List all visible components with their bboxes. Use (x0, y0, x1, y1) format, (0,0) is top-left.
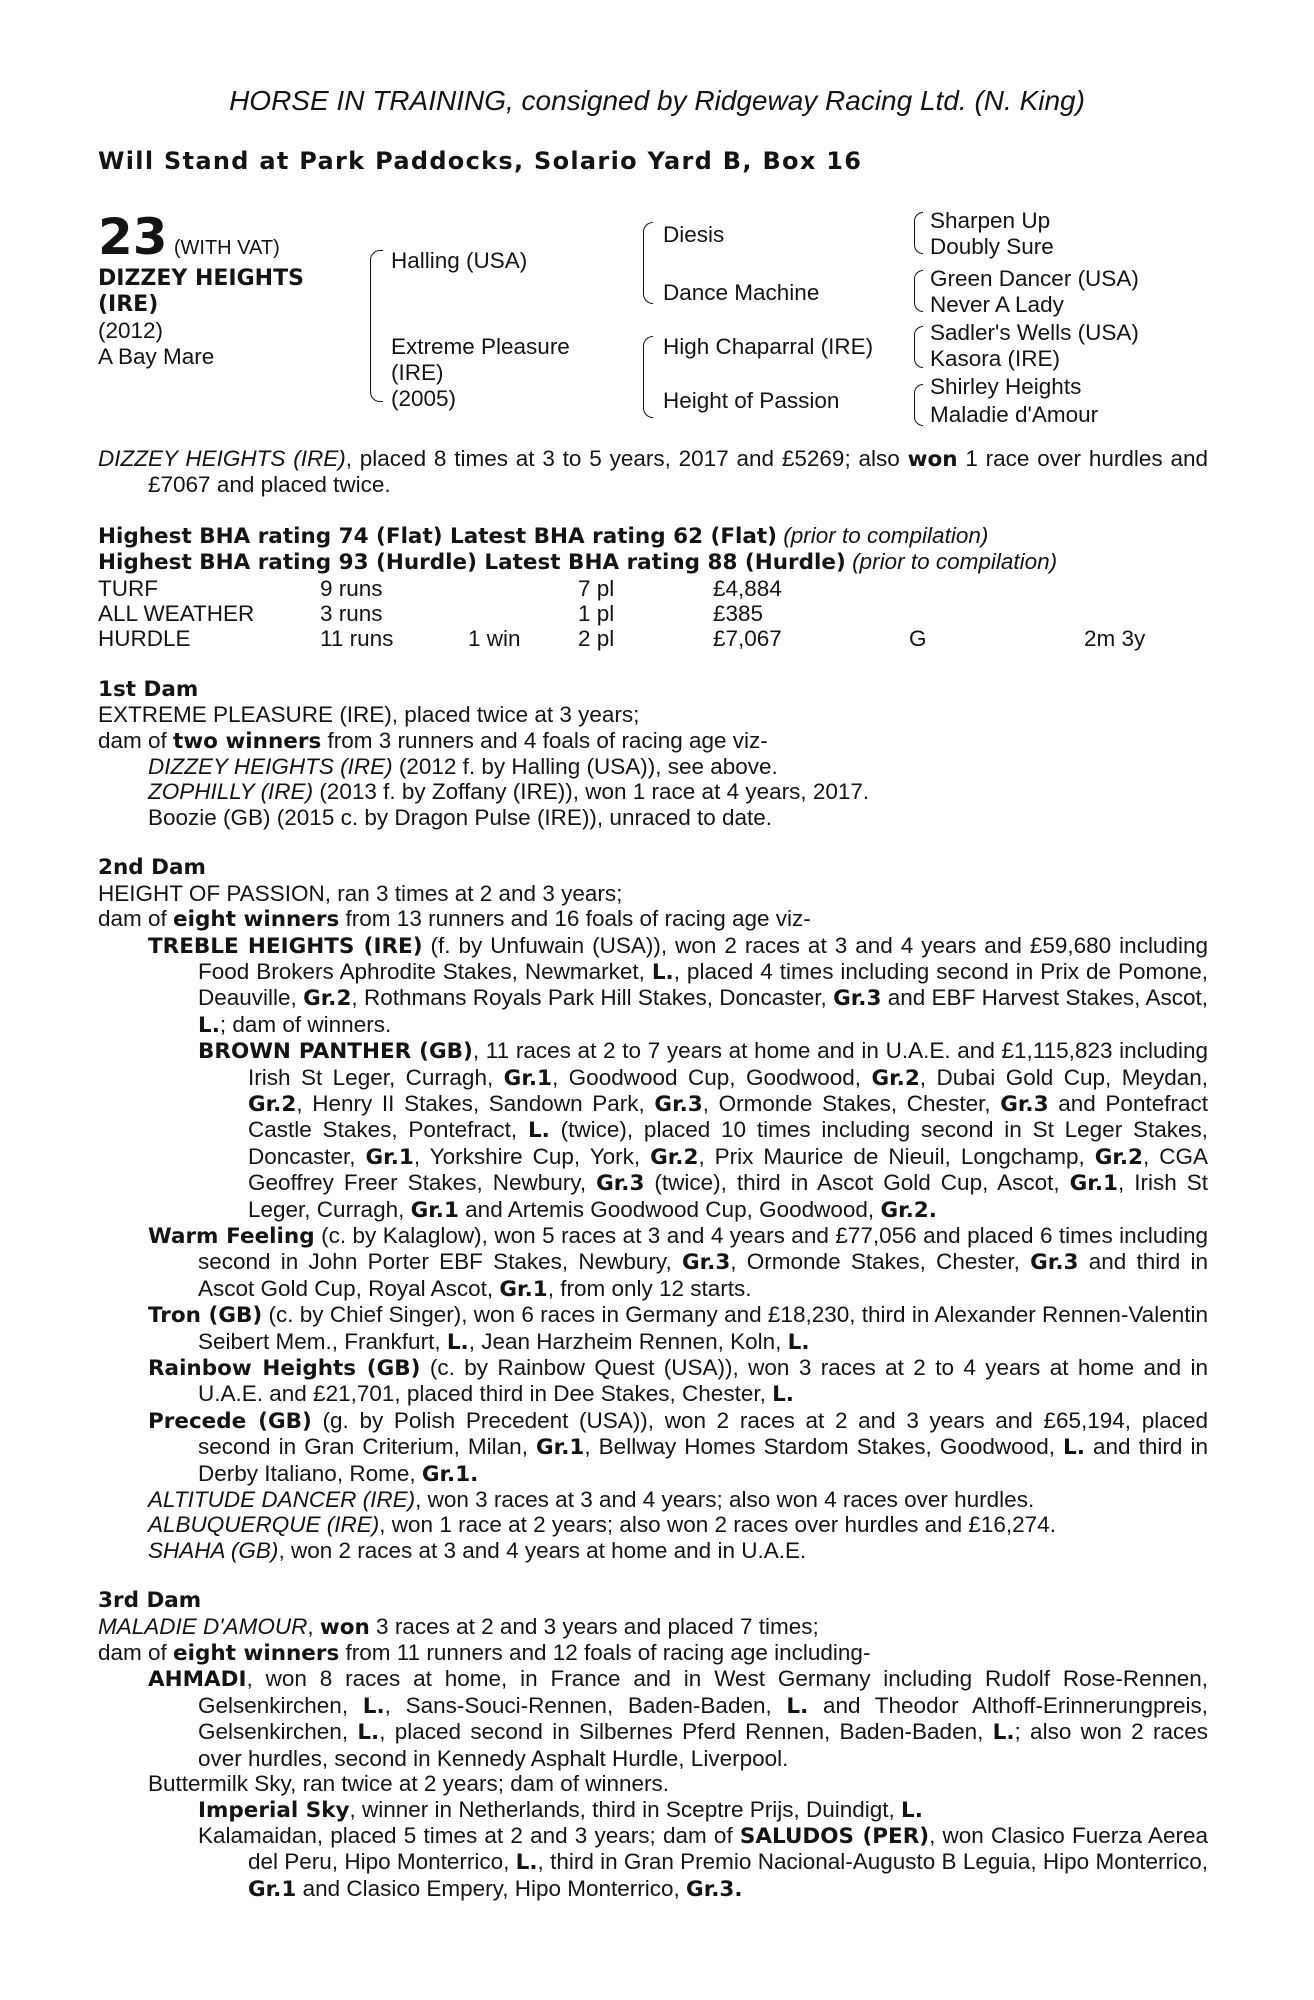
first-dam-progeny: Boozie (GB) (2015 c. by Dragon Pulse (IRE)), unraced to date. (148, 804, 773, 830)
rating-hurdle: Highest BHA rating 93 (Hurdle) Latest BHA rating 88 (Hurdle) (prior to compilation) (98, 549, 1058, 576)
progeny-brown-panther: BROWN PANTHER (GB), 11 races at 2 to 7 years at home and in U.A.E. and £1,115,823 including Irish St Leger, Curragh, Gr.1, Goodwood Cup, Goodwood, Gr.2, Dubai Gold Cup, Meydan, Gr.2, Henry II Stakes, Sandown Park, Gr.3, Ormonde Stakes, Chester, Gr.3 and Pontefract Castle Stakes, Pontefract, L. (twice), placed 10 times including second in St Leger Stakes, Doncaster, Gr.1, Yorkshire Cup, York, Gr.2, Prix Maurice de Nieuil, Longchamp, Gr.2, CGA Geoffrey Freer Stakes, Newbury, Gr.3 (twice), third in Ascot Gold Cup, Ascot, Gr.1, Irish St Leger, Curragh, Gr.1 and Artemis Goodwood Cup, Goodwood, Gr.2. (198, 1038, 1209, 1223)
horse-description: A Bay Mare (98, 344, 215, 369)
pedigree-sire-dam: Dance Machine (663, 280, 820, 305)
first-dam-heading: 1st Dam (98, 676, 199, 702)
foaling-year: (2012) (98, 318, 164, 343)
pedigree-bracket-3 (643, 336, 653, 418)
pedigree-sire: Halling (USA) (391, 248, 528, 273)
rating-flat: Highest BHA rating 74 (Flat) Latest BHA rating 62 (Flat) (prior to compilation) (98, 522, 989, 549)
pedigree-bracket-6 (914, 326, 923, 368)
third-dam-summary: dam of eight winners from 11 runners and 12 foals of racing age including- (98, 1640, 871, 1667)
pedigree-bracket-4 (914, 212, 923, 254)
first-dam-progeny: DIZZEY HEIGHTS (IRE) (2012 f. by Halling (USA)), see above. (148, 754, 778, 780)
pedigree-bracket-7 (914, 384, 923, 426)
horse-suffix: (IRE) (98, 292, 159, 317)
first-dam-line: EXTREME PLEASURE (IRE), placed twice at 3 years; (98, 702, 640, 728)
pedigree-ddd: Maladie d'Amour (930, 402, 1099, 427)
progeny-kalamaidan: Kalamaidan, placed 5 times at 2 and 3 years; dam of SALUDOS (PER), won Clasico Fuerza Aerea del Peru, Hipo Monterrico, L., third in Gran Premio Nacional-Augusto B Leguia, Hipo Monterrico, Gr.1 and Clasico Empery, Hipo Monterrico, Gr.3. (198, 1822, 1208, 1902)
progeny-ahmadi: AHMADI, won 8 races at home, in France and in West Germany including Rudolf Rose-Rennen, Gelsenkirchen, L., Sans-Souci-Rennen, Baden-Baden, L. and Theodor Althoff-Erinnerungpreis, Gelsenkirchen, L., placed second in Silbernes Pferd Rennen, Baden-Baden, L.; also won 2 races over hurdles, second in Kennedy Asphalt Hurdle, Liverpool. (148, 1666, 1208, 1771)
pedigree-sds: Green Dancer (USA) (930, 266, 1139, 291)
pedigree-dam-sire: High Chaparral (IRE) (663, 334, 874, 359)
second-dam-summary: dam of eight winners from 13 runners and 16 foals of racing age viz- (98, 906, 811, 933)
vat-note: (WITH VAT) (173, 237, 280, 259)
consignment-line: HORSE IN TRAINING, consigned by Ridgeway Racing Ltd. (N. King) (229, 85, 1085, 116)
progeny-rainbow-heights: Rainbow Heights (GB) (c. by Rainbow Quest (USA)), won 3 races at 2 to 4 years at home and in U.A.E. and £21,701, placed third in Dee Stakes, Chester, L. (148, 1355, 1208, 1408)
table-row: ALL WEATHER 3 runs 1 pl £385 (98, 601, 764, 627)
race-summary: DIZZEY HEIGHTS (IRE), placed 8 times at 3 to 5 years, 2017 and £5269; also won 1 race over hurdles and £7067 and placed twice. (98, 446, 1208, 498)
stand-location: Will Stand at Park Paddocks, Solario Yard B, Box 16 (98, 147, 863, 175)
pedigree-dam-line3: (2005) (391, 386, 457, 411)
first-dam-summary: dam of two winners from 3 runners and 4 foals of racing age viz- (98, 727, 768, 754)
lot-block (98, 208, 368, 370)
pedigree-sire-sire: Diesis (663, 222, 725, 247)
table-row: TURF 9 runs 7 pl £4,884 (98, 575, 782, 601)
pedigree-bracket-5 (914, 270, 923, 312)
pedigree-bracket-2 (643, 222, 653, 304)
lot-number: 23 (98, 208, 168, 266)
progeny-imperial-sky: Imperial Sky, winner in Netherlands, third in Sceptre Prijs, Duindigt, L. (198, 1796, 923, 1823)
table-row: HURDLE 11 runs 1 win 2 pl £7,067 G 2m 3y (98, 626, 1146, 652)
body-text (98, 446, 1208, 1902)
progeny-albuquerque: ALBUQUERQUE (IRE), won 1 race at 2 years; also won 2 races over hurdles and £16,274. (148, 1512, 1056, 1538)
horse-name: DIZZEY HEIGHTS (98, 266, 304, 291)
progeny-warm-feeling: Warm Feeling (c. by Kalaglow), won 5 races at 3 and 4 years and £77,056 and placed 6 times including second in John Porter EBF Stakes, Newbury, Gr.3, Ormonde Stakes, Chester, Gr.3 and third in Ascot Gold Cup, Royal Ascot, Gr.1, from only 12 starts. (148, 1222, 1208, 1302)
pedigree-bracket-1 (370, 250, 383, 402)
pedigree-dam-line1: Extreme Pleasure (391, 334, 570, 359)
second-dam-heading: 2nd Dam (98, 855, 206, 881)
pedigree-sdd: Never A Lady (930, 292, 1064, 317)
pedigree-sss: Sharpen Up (930, 208, 1051, 233)
lot-number-line (98, 208, 368, 266)
third-dam-heading: 3rd Dam (98, 1588, 202, 1614)
progeny-shaha: SHAHA (GB), won 2 races at 3 and 4 years at home and in U.A.E. (148, 1537, 807, 1563)
second-dam-line: HEIGHT OF PASSION, ran 3 times at 2 and 3 years; (98, 880, 623, 906)
progeny-buttermilk-sky: Buttermilk Sky, ran twice at 2 years; dam of winners. (148, 1771, 670, 1797)
pedigree-dsd: Kasora (IRE) (930, 346, 1061, 371)
progeny-treble-heights: TREBLE HEIGHTS (IRE) (f. by Unfuwain (USA)), won 2 races at 3 and 4 years and £59,680 including Food Brokers Aphrodite Stakes, Newmarket, L., placed 4 times including second in Prix de Pomone, Deauville, Gr.2, Rothmans Royals Park Hill Stakes, Doncaster, Gr.3 and EBF Harvest Stakes, Ascot, L.; dam of winners. (148, 932, 1209, 1038)
pedigree-dss: Sadler's Wells (USA) (930, 320, 1139, 345)
bha-ratings (98, 523, 1208, 576)
progeny-precede: Precede (GB) (g. by Polish Precedent (USA)), won 2 races at 2 and 3 years and £65,194, placed second in Gran Criterium, Milan, Gr.1, Bellway Homes Stardom Stakes, Goodwood, L. and third in Derby Italiano, Rome, Gr.1. (148, 1407, 1209, 1487)
pedigree-ssd: Doubly Sure (930, 234, 1054, 259)
progeny-tron: Tron (GB) (c. by Chief Singer), won 6 races in Germany and £18,230, third in Alexander Rennen-Valentin Seibert Mem., Frankfurt, L., Jean Harzheim Rennen, Koln, L. (148, 1302, 1208, 1355)
pedigree-dds: Shirley Heights (930, 374, 1082, 399)
race-record-table (98, 576, 1145, 652)
pedigree-dam-dam: Height of Passion (663, 388, 840, 413)
first-dam-progeny: ZOPHILLY (IRE) (2013 f. by Zoffany (IRE)), won 1 race at 4 years, 2017. (148, 779, 870, 805)
pedigree-dam-line2: (IRE) (391, 360, 444, 385)
third-dam-line: MALADIE D'AMOUR, won 3 races at 2 and 3 years and placed 7 times; (98, 1613, 819, 1640)
progeny-altitude-dancer: ALTITUDE DANCER (IRE), won 3 races at 3 and 4 years; also won 4 races over hurdles. (148, 1487, 1035, 1513)
